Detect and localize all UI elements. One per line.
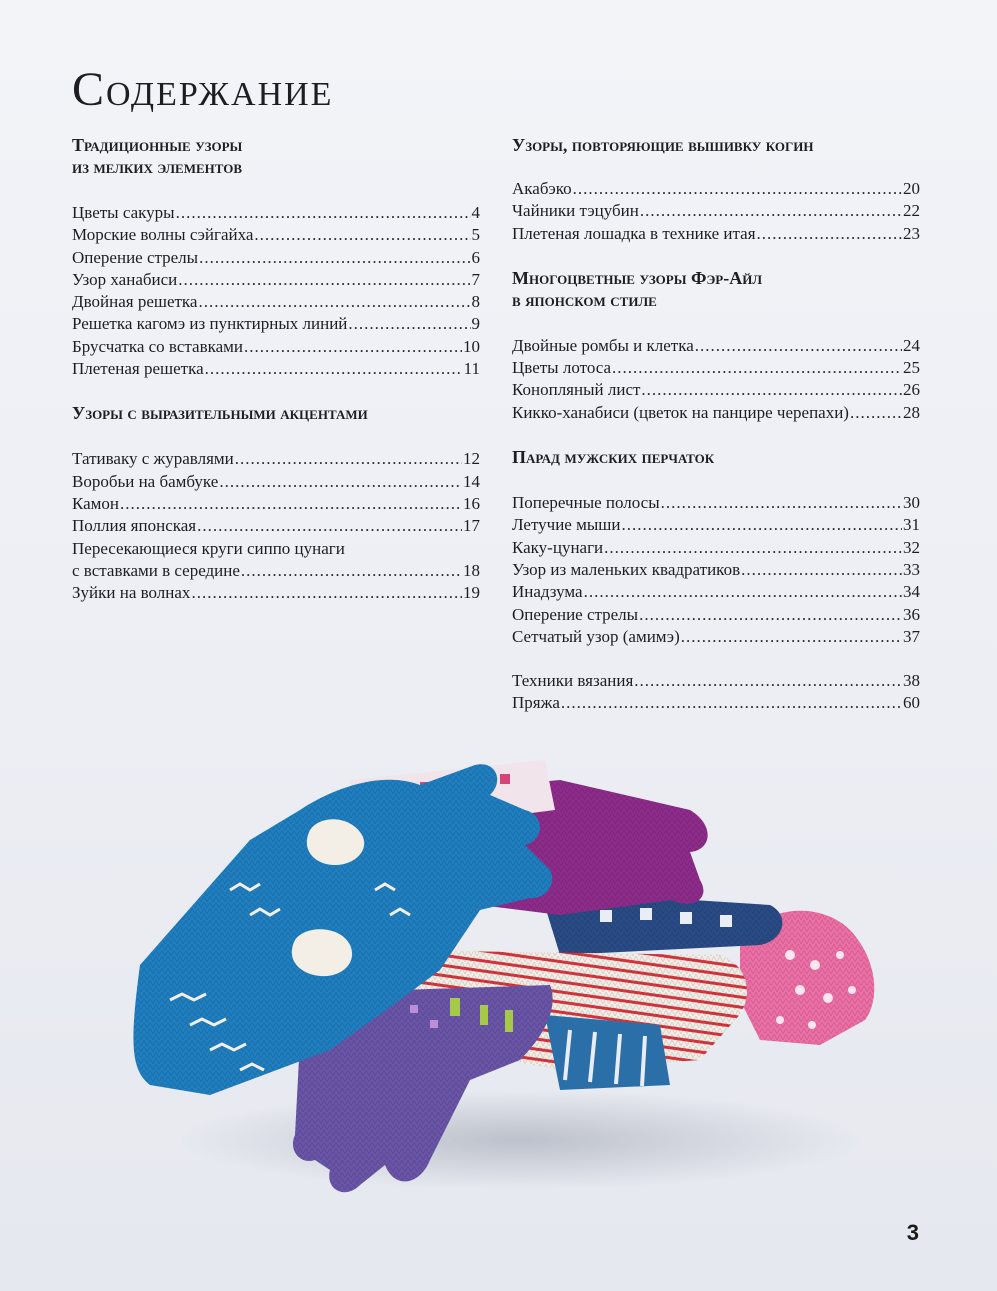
toc-entry[interactable]: Чайники тэцубин ..... 22: [512, 200, 920, 222]
toc-entry[interactable]: Узор из маленьких квадратиков ..... 33: [512, 559, 920, 581]
section-heading: Традиционные узоры из мелких элементов: [72, 135, 243, 177]
toc-entry[interactable]: Акабэко ..... 20: [512, 178, 920, 200]
page-title: Содержание: [72, 63, 334, 116]
toc-left-column: [72, 134, 480, 604]
toc-list: [512, 335, 920, 424]
toc-entry[interactable]: Оперение стрелы ..... 6: [72, 247, 480, 269]
toc-entry[interactable]: Двойная решетка ..... 8: [72, 291, 480, 313]
toc-entry-line[interactable]: Пересекающиеся круги сиппо цунаги: [72, 538, 345, 558]
toc-entry[interactable]: Оперение стрелы ..... 36: [512, 604, 920, 626]
toc-entry[interactable]: Каку-цунаги ..... 32: [512, 537, 920, 559]
toc-entry[interactable]: Плетеная лошадка в технике итая ..... 23: [512, 223, 920, 245]
toc-entry[interactable]: Брусчатка со вставками ..... 10: [72, 336, 480, 358]
shadow: [180, 1090, 860, 1190]
toc-entry[interactable]: с вставками в середине ..... 18: [72, 560, 480, 582]
toc-entry[interactable]: Тативаку с журавлями ..... 12: [72, 448, 480, 470]
section-heading: Многоцветные узоры Фэр-Айл в японском стиле: [512, 267, 763, 310]
toc-entry[interactable]: Камон ..... 16: [72, 493, 480, 515]
knitted-gloves-photo: [0, 740, 997, 1210]
toc-entry[interactable]: Двойные ромбы и клетка ..... 24: [512, 335, 920, 357]
toc-entry[interactable]: Поперечные полосы ..... 30: [512, 492, 920, 514]
toc-entry[interactable]: Зуйки на волнах ..... 19: [72, 582, 480, 604]
toc-entry[interactable]: Поллия японская ..... 17: [72, 515, 480, 537]
toc-entry[interactable]: Кикко-ханабиси (цветок на панцире черепахи) ..... 28: [512, 402, 920, 424]
toc-entry[interactable]: Конопляный лист ..... 26: [512, 379, 920, 401]
teal-glove: [545, 1015, 670, 1090]
toc-entry[interactable]: Узор ханабиси ..... 7: [72, 269, 480, 291]
toc-entry[interactable]: Воробьи на бамбуке ..... 14: [72, 471, 480, 493]
page-number: 3: [906, 1220, 919, 1245]
toc-right-column: [512, 134, 920, 715]
section-heading: Узоры с выразительными акцентами: [72, 403, 368, 424]
toc-list: [512, 670, 920, 715]
toc-list: [512, 492, 920, 648]
section-heading: Парад мужских перчаток: [512, 447, 715, 468]
toc-entry[interactable]: Решетка кагомэ из пунктирных линий ..... 9: [72, 313, 480, 335]
section-heading: Узоры, повторяющие вышивку когин: [512, 135, 814, 155]
toc-entry[interactable]: Техники вязания ..... 38: [512, 670, 920, 692]
toc-entry[interactable]: Летучие мыши ..... 31: [512, 514, 920, 536]
toc-entry[interactable]: Сетчатый узор (амимэ) ..... 37: [512, 626, 920, 648]
toc-list: [72, 202, 480, 380]
toc-entry[interactable]: Цветы сакуры ..... 4: [72, 202, 480, 224]
toc-entry[interactable]: Морские волны сэйгайха ..... 5: [72, 224, 480, 246]
toc-entry[interactable]: Пряжа ..... 60: [512, 692, 920, 714]
toc-list: [72, 448, 480, 604]
toc-entry[interactable]: Инадзума ..... 34: [512, 581, 920, 603]
toc-entry[interactable]: Цветы лотоса ..... 25: [512, 357, 920, 379]
toc-list: [512, 178, 920, 245]
toc-entry[interactable]: Плетеная решетка ..... 11: [72, 358, 480, 380]
